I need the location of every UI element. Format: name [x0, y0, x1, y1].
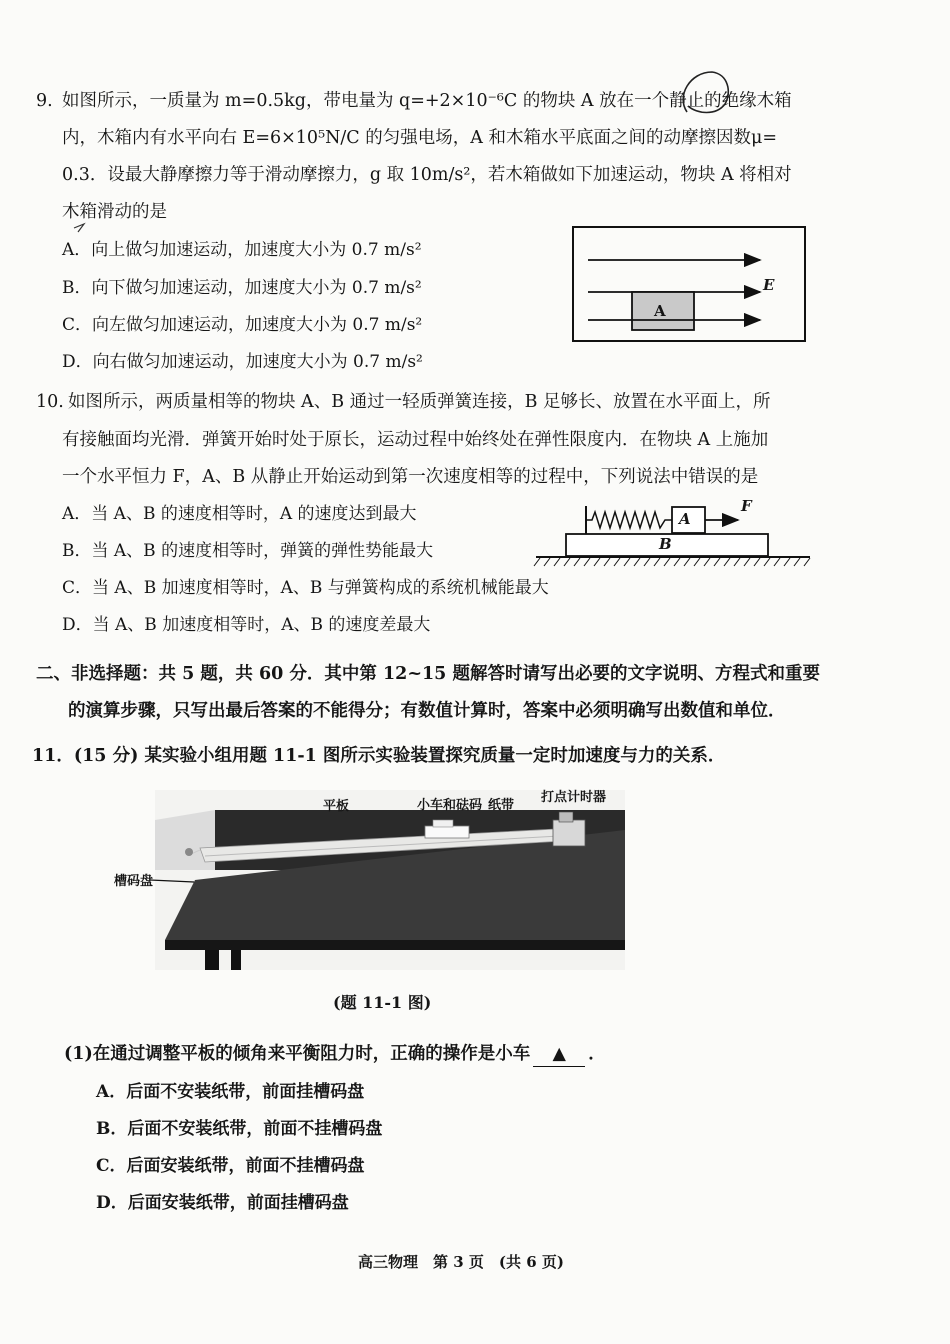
photo-label-tray: 槽码盘	[114, 874, 154, 889]
q11-sub1-prefix: (1)在通过调整平板的倾角来平衡阻力时，正确的操作是小车	[64, 1044, 531, 1064]
q9-option-d: D．向右做匀加速运动，加速度大小为 0.7 m/s²	[62, 352, 423, 372]
q9-option-b: B．向下做匀加速运动，加速度大小为 0.7 m/s²	[62, 278, 422, 298]
q9-line-4: 木箱滑动的是	[62, 202, 167, 222]
photo-label-board: 平板	[323, 799, 350, 814]
q11-sub1-suffix: ．	[588, 1044, 606, 1064]
page-footer: 高三物理 第 3 页 (共 6 页)	[358, 1253, 564, 1271]
photo-label-timer: 打点计时器	[541, 790, 607, 805]
q10-option-b: B．当 A、B 的速度相等时，弹簧的弹性势能最大	[62, 541, 434, 561]
table-leg	[231, 950, 241, 970]
block-label-a: A	[679, 510, 691, 528]
cart	[425, 826, 469, 838]
q10-line-2: 有接触面均光滑．弹簧开始时处于原长，运动过程中始终处在弹性限度内．在物块 A 上施加	[62, 430, 769, 450]
q10-number: 10.	[36, 392, 64, 412]
q9-line-2: 内，木箱内有水平向右 E=6×10⁵N/C 的匀强电场，A 和木箱水平底面之间的动摩擦因数μ=	[62, 128, 777, 148]
q11-option-d: D．后面安装纸带，前面挂槽码盘	[96, 1193, 349, 1213]
block-label-b: B	[659, 535, 672, 553]
q9-number: 9.	[36, 91, 53, 111]
q10-option-c: C．当 A、B 加速度相等时，A、B 与弹簧构成的系统机械能最大	[62, 578, 549, 598]
q11-option-c: C．后面安装纸带，前面不挂槽码盘	[96, 1156, 365, 1176]
q9-line-1: 如图所示，一质量为 m=0.5kg，带电量为 q=+2×10⁻⁶C 的物块 A 放在一个静止的绝缘木箱	[62, 91, 792, 111]
q9-option-c: C．向左做匀加速运动，加速度大小为 0.7 m/s²	[62, 315, 423, 335]
q10-option-d: D．当 A、B 加速度相等时，A、B 的速度差最大	[62, 615, 431, 635]
q10-spring-block-diagram	[530, 498, 820, 570]
table-leg	[205, 950, 219, 970]
photo-label-tape: 纸带	[488, 798, 515, 813]
q11-sub1	[64, 1042, 606, 1067]
section2-line-2: 的演算步骤，只写出最后答案的不能得分；有数值计算时，答案中必须明确写出数值和单位．	[68, 701, 786, 721]
tray-pointer-line	[150, 870, 200, 890]
q11-header: 11．(15 分) 某实验小组用题 11-1 图所示实验装置探究质量一定时加速度与力的关系．	[32, 746, 726, 766]
q9-line-3: 0.3．设最大静摩擦力等于滑动摩擦力，g 取 10m/s²，若木箱做如下加速运动，物块 A 将相对	[62, 165, 792, 185]
q11-option-b: B．后面不安装纸带，前面不挂槽码盘	[96, 1119, 383, 1139]
q10-line-1: 如图所示，两质量相等的物块 A、B 通过一轻质弹簧连接，B 足够长、放置在水平面上，所	[68, 392, 771, 412]
answer-blank[interactable]: ▲	[533, 1042, 585, 1067]
photo-label-cart: 小车和砝码	[417, 798, 483, 813]
q10-line-3: 一个水平恒力 F，A、B 从静止开始运动到第一次速度相等的过程中，下列说法中错误的是	[62, 467, 759, 487]
ground-hatching	[534, 558, 810, 566]
section2-line-1: 二、非选择题：共 5 题，共 60 分．其中第 12~15 题解答时请写出必要的文字说明、方程式和重要	[36, 664, 820, 684]
field-label-e: E	[763, 276, 775, 294]
experiment-apparatus-photo	[155, 790, 625, 970]
block-label-a: A	[654, 302, 666, 320]
q11-option-a: A．后面不安装纸带，前面挂槽码盘	[96, 1082, 365, 1102]
q10-option-a: A．当 A、B 的速度相等时，A 的速度达到最大	[62, 504, 417, 524]
spring	[586, 512, 672, 528]
figure-caption: (题 11-1 图)	[333, 993, 432, 1012]
q9-option-a: A．向上做匀加速运动，加速度大小为 0.7 m/s²	[62, 240, 422, 260]
timer	[553, 820, 585, 846]
force-label-f: F	[741, 497, 752, 515]
